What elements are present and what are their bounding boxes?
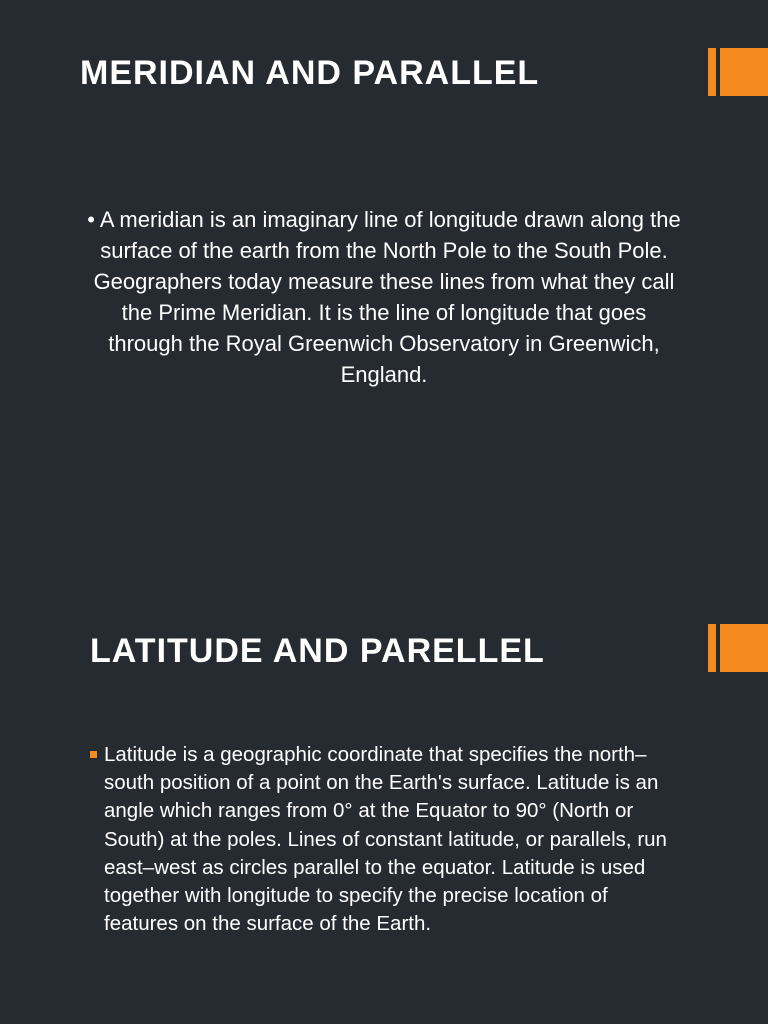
square-bullet-icon: [90, 751, 97, 758]
accent-thin-bar: [708, 48, 716, 96]
accent-thin-bar: [708, 624, 716, 672]
accent-thick-bar: [720, 624, 768, 672]
slide-latitude: [0, 576, 768, 1024]
bullet-list: [86, 741, 686, 938]
slide-title: LATITUDE AND PARELLEL: [90, 632, 545, 670]
accent-thick-bar: [720, 48, 768, 96]
bullet-text: Latitude is a geographic coordinate that specifies the north–south position of a point on the Earth's surface. Latitude is an angle which ranges from 0° at the Equator to 90° (North or South) at the poles. Lines of constant latitude, or parallels, run east–west as circles parallel to the equator. Latitude is used together with longitude to specify the precise location of features on the surface of the Earth.: [104, 743, 667, 936]
list-item: [86, 741, 686, 938]
slide-title: MERIDIAN AND PARALLEL: [80, 54, 540, 92]
slide-body-text: • A meridian is an imaginary line of longitude drawn along the surface of the earth from the North Pole to the South Pole. Geographers today measure these lines from what they call the Prime Meridian. It is the line of longitude that goes through the Royal Greenwich Observatory in Greenwich, England.: [87, 207, 681, 387]
